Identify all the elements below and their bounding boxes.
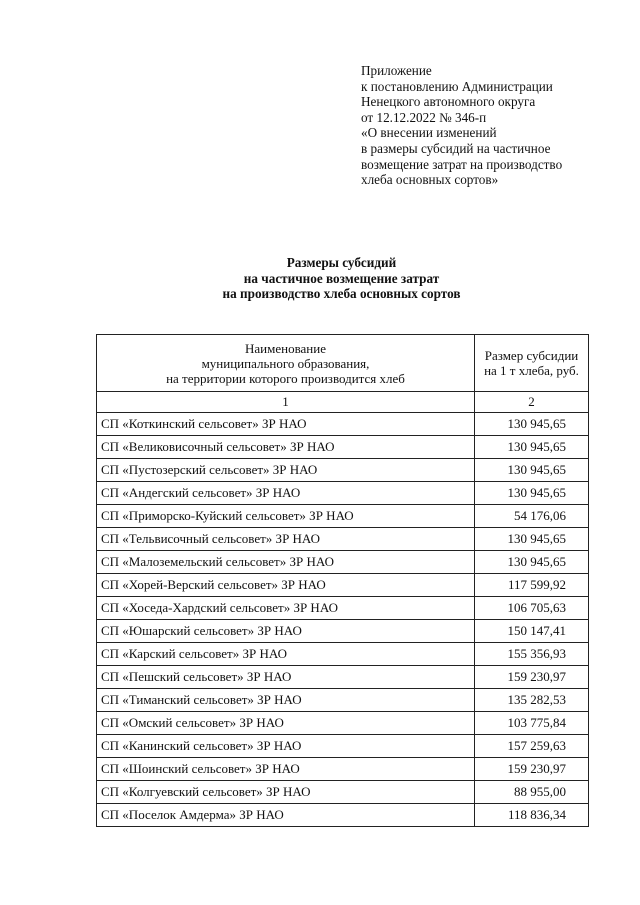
subsidy-value: 117 599,92 (475, 574, 589, 597)
subsidy-value: 118 836,34 (475, 804, 589, 827)
municipality-name: СП «Хорей-Верский сельсовет» ЗР НАО (97, 574, 475, 597)
appendix-line: «О внесении изменений (361, 125, 497, 141)
subsidy-value: 103 775,84 (475, 712, 589, 735)
appendix-line: в размеры субсидий на частичное (361, 140, 551, 156)
subsidy-value: 88 955,00 (475, 781, 589, 804)
column-number-row (97, 392, 589, 413)
appendix-line: хлеба основных сортов» (361, 172, 499, 188)
header-line: на 1 т хлеба, руб. (484, 363, 579, 378)
subsidy-value: 159 230,97 (475, 758, 589, 781)
column-number: 1 (97, 392, 475, 413)
municipality-name: СП «Приморско-Куйский сельсовет» ЗР НАО (97, 505, 475, 528)
table-row (97, 712, 589, 735)
table-row (97, 436, 589, 459)
header-line: муниципального образования, (201, 355, 370, 371)
subsidy-value: 155 356,93 (475, 643, 589, 666)
municipality-name: СП «Тельвисочный сельсовет» ЗР НАО (97, 528, 475, 551)
table-body (97, 335, 589, 827)
appendix-line: к постановлению Администрации (361, 78, 553, 94)
table-row (97, 643, 589, 666)
table-row (97, 482, 589, 505)
subsidy-value: 159 230,97 (475, 666, 589, 689)
appendix-line: Ненецкого автономного округа (361, 94, 536, 110)
table-row (97, 505, 589, 528)
table-header-row (97, 335, 589, 392)
municipality-name: СП «Тиманский сельсовет» ЗР НАО (97, 689, 475, 712)
subsidy-value: 54 176,06 (475, 505, 589, 528)
table-row (97, 459, 589, 482)
table-row (97, 597, 589, 620)
table-row (97, 620, 589, 643)
subsidy-value: 157 259,63 (475, 735, 589, 758)
appendix-line: от 12.12.2022 № 346-п (361, 109, 487, 125)
municipality-name: СП «Пустозерский сельсовет» ЗР НАО (97, 459, 475, 482)
appendix-block (361, 63, 562, 188)
municipality-name: СП «Пешский сельсовет» ЗР НАО (97, 666, 475, 689)
header-subsidy-amount (475, 335, 589, 392)
table-row (97, 735, 589, 758)
title-line: на частичное возмещение затрат (243, 270, 440, 286)
municipality-name: СП «Хоседа-Хардский сельсовет» ЗР НАО (97, 597, 475, 620)
table-row (97, 689, 589, 712)
document-title (0, 255, 640, 302)
table-row (97, 758, 589, 781)
municipality-name: СП «Канинский сельсовет» ЗР НАО (97, 735, 475, 758)
header-line: Размер субсидии (484, 348, 579, 363)
subsidy-table (96, 334, 589, 827)
title-line: на производство хлеба основных сортов (222, 286, 461, 302)
subsidy-value: 130 945,65 (475, 482, 589, 505)
table-row (97, 413, 589, 436)
header-line: на территории которого производится хлеб (166, 370, 405, 386)
subsidy-value: 135 282,53 (475, 689, 589, 712)
column-number: 2 (475, 392, 589, 413)
header-municipality (97, 335, 475, 392)
table-row (97, 528, 589, 551)
subsidy-value: 150 147,41 (475, 620, 589, 643)
table-row (97, 666, 589, 689)
subsidy-value: 106 705,63 (475, 597, 589, 620)
table-row (97, 574, 589, 597)
table-row (97, 804, 589, 827)
header-line: Наименование (245, 340, 326, 356)
municipality-name: СП «Омский сельсовет» ЗР НАО (97, 712, 475, 735)
subsidy-value: 130 945,65 (475, 413, 589, 436)
municipality-name: СП «Поселок Амдерма» ЗР НАО (97, 804, 475, 827)
municipality-name: СП «Шоинский сельсовет» ЗР НАО (97, 758, 475, 781)
appendix-line: возмещение затрат на производство (361, 156, 563, 172)
municipality-name: СП «Колгуевский сельсовет» ЗР НАО (97, 781, 475, 804)
table-row (97, 781, 589, 804)
subsidy-value: 130 945,65 (475, 436, 589, 459)
municipality-name: СП «Карский сельсовет» ЗР НАО (97, 643, 475, 666)
table-row (97, 551, 589, 574)
appendix-line: Приложение (361, 63, 432, 78)
subsidy-value: 130 945,65 (475, 459, 589, 482)
municipality-name: СП «Юшарский сельсовет» ЗР НАО (97, 620, 475, 643)
subsidy-value: 130 945,65 (475, 528, 589, 551)
municipality-name: СП «Малоземельский сельсовет» ЗР НАО (97, 551, 475, 574)
municipality-name: СП «Великовисочный сельсовет» ЗР НАО (97, 436, 475, 459)
municipality-name: СП «Андегский сельсовет» ЗР НАО (97, 482, 475, 505)
subsidy-value: 130 945,65 (475, 551, 589, 574)
title-line: Размеры субсидий (286, 255, 397, 270)
municipality-name: СП «Коткинский сельсовет» ЗР НАО (97, 413, 475, 436)
